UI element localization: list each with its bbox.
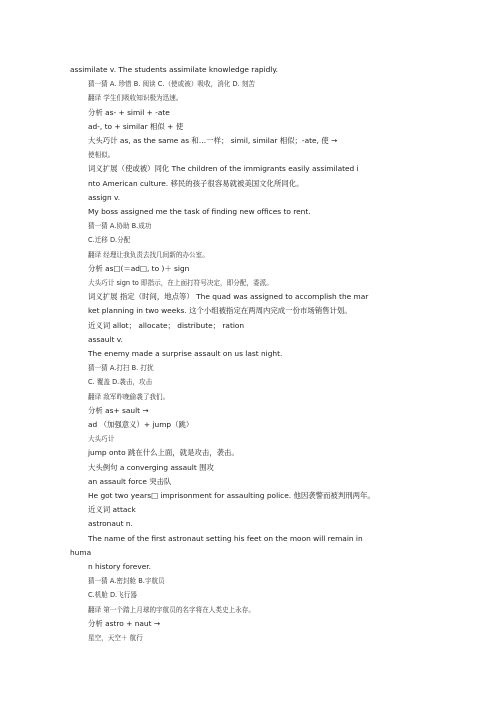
text-line: ad （加强意义）+ jump（跳） [88, 420, 194, 429]
text-line: nto American culture. 移民的孩子很容易就被美国文化所同化。 [88, 179, 304, 188]
text-line: jump onto 跳在什么上面，就是攻击，袭击。 [88, 448, 239, 457]
text-line: astronaut n. [88, 519, 133, 528]
text-line: 分析 as+ sault → [88, 406, 149, 415]
text-line: assimilate v. The students assimilate knowledge rapidly. [70, 65, 279, 74]
text-line: My boss assigned me the task of finding new offices to rent. [88, 207, 311, 216]
text-line: an assault force 突击队 [88, 477, 172, 486]
text-line: 大头例句 a converging assault 围攻 [88, 463, 214, 472]
text-line: 星空，天空＋ 航行 [88, 634, 143, 642]
text-line: 词义扩展（使或被）同化 The children of the immigrants easily assimilated i [88, 164, 359, 173]
text-line: 翻译 第一个踏上月球的宇航员的名字将在人类史上永存。 [88, 606, 255, 614]
text-line: 猜一猜 A.协助 B.成功 [88, 222, 152, 230]
text-line: n history forever. [88, 562, 151, 571]
text-line: 分析 as- + simil + -ate [88, 108, 170, 117]
text-line: The name of the first astronaut setting his feet on the moon will remain in [88, 534, 363, 543]
text-line: He got two years□ imprisonment for assaulting police. 他因袭警而被判刑两年。 [88, 491, 375, 500]
text-line: 大头巧计 [88, 435, 115, 443]
text-line: 分析 as□(＝ad□, to )＋ sign [88, 264, 190, 273]
text-line: 大头巧计 as, as the same as 和…一样； simil, similar 相似；-ate, 使 → [88, 136, 338, 145]
text-line: assault v. [88, 335, 123, 344]
text-line: ad-, to + similar 相似 + 使 [88, 122, 184, 131]
text-line: assign v. [88, 193, 121, 202]
text-line: C. 覆盖 D.袭击，攻击 [88, 378, 153, 386]
text-line: C.迁移 D.分配 [88, 236, 131, 244]
text-line: 使相似。 [88, 151, 115, 159]
text-line: 词义扩展 指定（时间，地点等） The quad was assigned to accomplish the mar [88, 292, 369, 301]
text-line: 猜一猜 A.打扫 B. 打扰 [88, 364, 154, 372]
text-line: 大头巧计 sign to 即指示，在上面打符号决定，即分配，委派。 [88, 279, 273, 287]
text-line: 近义词 allot； allocate； distribute； ration [88, 321, 245, 330]
text-line: 分析 astro + naut → [88, 619, 161, 628]
text-line: 近义词 attack [88, 505, 136, 514]
text-line: 翻译 经理让我负责去找几间新的办公室。 [88, 251, 209, 259]
text-line: ket planning in two weeks. 这个小组被指定在两周内完成一份市场销售计划。 [88, 306, 352, 315]
text-line: 翻译 敌军昨晚偷袭了我们。 [88, 393, 170, 401]
text-line: 翻译 学生们吸收知识极为迅速。 [88, 94, 183, 102]
text-line: C.机舱 D.飞行器 [88, 591, 137, 599]
text-line: huma [70, 548, 92, 557]
text-line: The enemy made a surprise assault on us last night. [88, 349, 283, 358]
text-line: 猜一猜 A.密封舱 B.宇航员 [88, 577, 165, 585]
text-line: 猜一猜 A. 珍惜 B. 阅读 C.（使或被）吸收，消化 D. 刻苦 [88, 80, 255, 88]
